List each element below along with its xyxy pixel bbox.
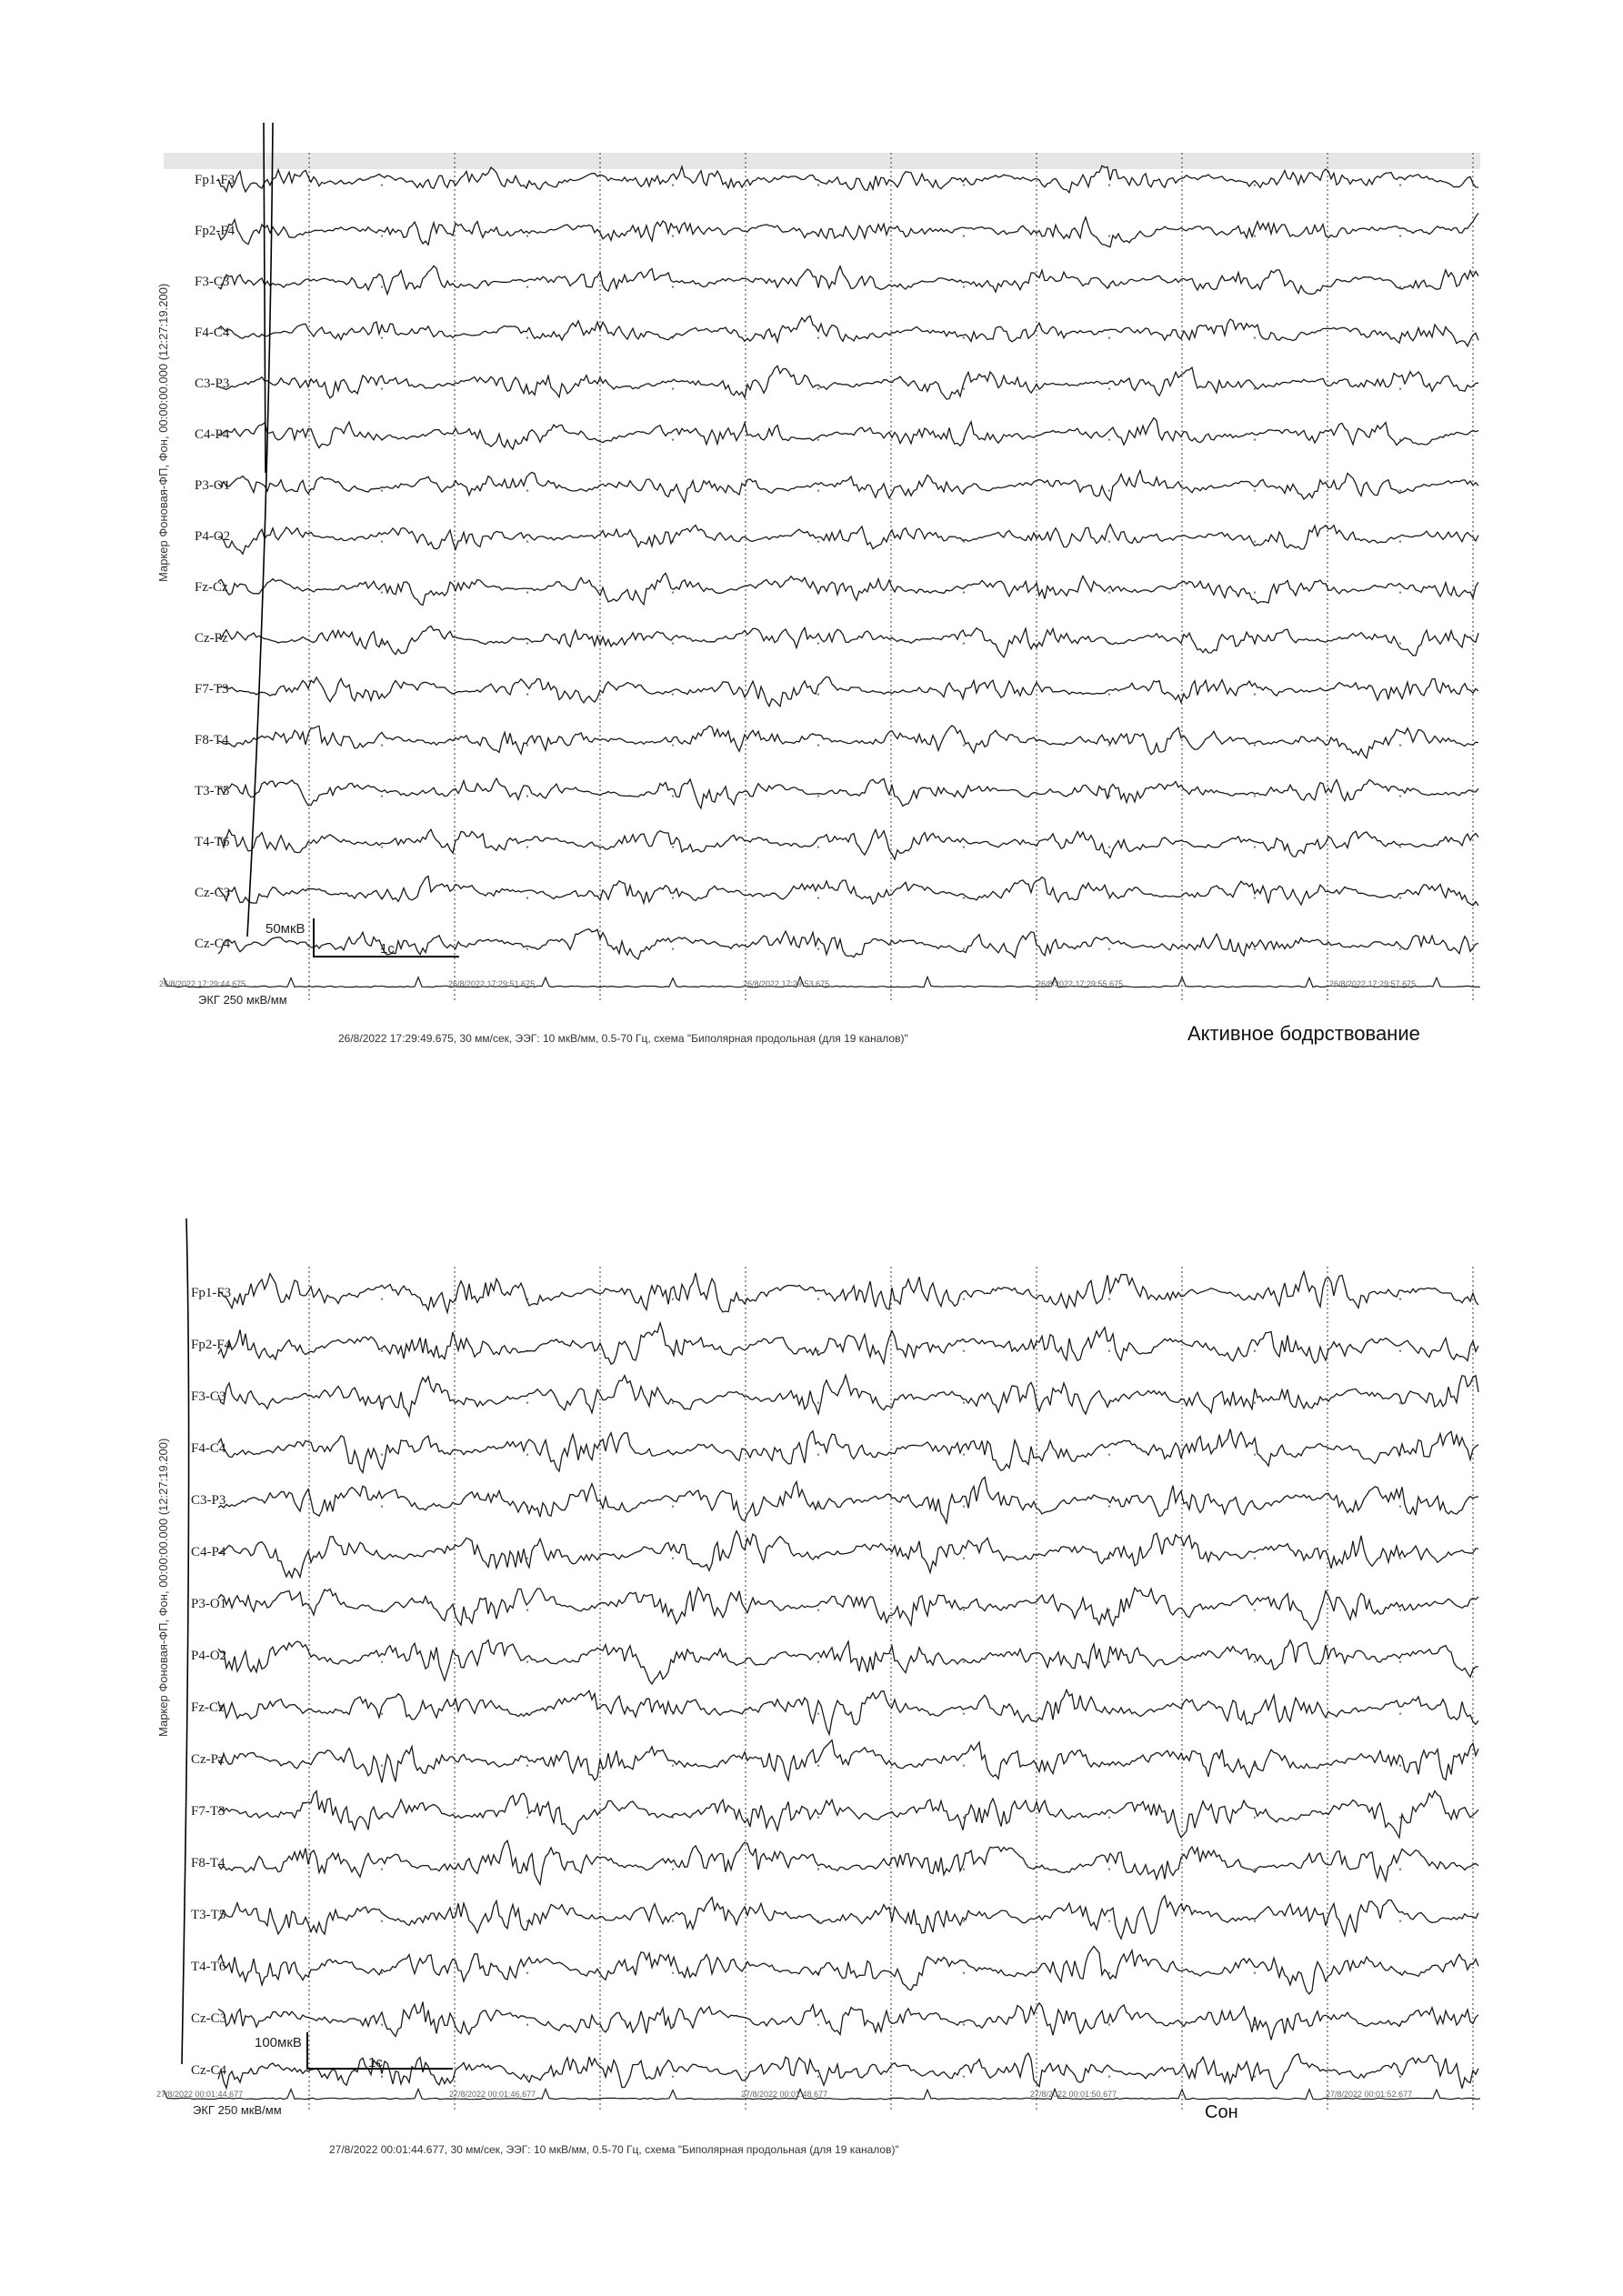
channel-label: P3-O1: [191, 1597, 227, 1611]
grid-dot: [817, 1298, 819, 1300]
channel-label: T3-T5: [195, 784, 230, 798]
grid-dot: [963, 642, 965, 644]
eeg-panel-sleep: [0, 1200, 1623, 2296]
grid-dot: [672, 387, 674, 389]
grid-dot: [526, 897, 528, 898]
grid-dot: [672, 1765, 674, 1767]
grid-dot: [381, 1869, 383, 1870]
channel-label: Cz-Pz: [191, 1752, 225, 1767]
eeg-trace: [218, 829, 1478, 859]
grid-dot: [381, 1920, 383, 1922]
eeg-trace: [218, 1531, 1478, 1578]
grid-dot: [1254, 1609, 1256, 1611]
grid-dot: [1108, 1506, 1110, 1508]
grid-dot: [1254, 947, 1256, 949]
grid-dot: [1399, 1350, 1401, 1352]
grid-dot: [1254, 438, 1256, 440]
grid-dot: [1399, 744, 1401, 746]
eeg-trace: [218, 1375, 1478, 1416]
grid-dot: [963, 235, 965, 236]
eeg-trace: [218, 418, 1478, 450]
grid-dot: [381, 540, 383, 542]
grid-dot: [1108, 1972, 1110, 1974]
eeg-trace: [218, 266, 1478, 294]
eeg-trace: [218, 2002, 1478, 2040]
channel-label: Cz-Pz: [195, 631, 228, 646]
eeg-trace: [218, 2053, 1478, 2089]
grid-dot: [817, 1506, 819, 1508]
grid-dot: [963, 1765, 965, 1767]
grid-dot: [1108, 947, 1110, 949]
grid-dot: [817, 1609, 819, 1611]
grid-dot: [672, 1869, 674, 1870]
timestamp: 27/8/2022 00:01:52.677: [1326, 2090, 1413, 2099]
state-label: Сон: [1205, 2102, 1238, 2122]
grid-dot: [526, 693, 528, 695]
channel-label: C4-P4: [191, 1545, 226, 1559]
timestamp: 26/8/2022 17:29:44.675: [159, 979, 246, 988]
grid-dot: [817, 438, 819, 440]
grid-dot: [1108, 489, 1110, 491]
eeg-trace: [218, 1429, 1478, 1472]
grid-dot: [817, 1765, 819, 1767]
grid-dot: [1108, 1454, 1110, 1456]
grid-dot: [1399, 1765, 1401, 1767]
grid-dot: [1108, 387, 1110, 389]
grid-dot: [1399, 1609, 1401, 1611]
grid-dot: [963, 1558, 965, 1559]
grid-dot: [1108, 235, 1110, 236]
grid-dot: [381, 2076, 383, 2078]
grid-dot: [963, 1713, 965, 1715]
grid-dot: [526, 1558, 528, 1559]
eeg-trace: [218, 1840, 1478, 1884]
grid-dot: [1399, 387, 1401, 389]
channel-label: C3-P3: [195, 376, 230, 391]
grid-dot: [817, 947, 819, 949]
eeg-trace: [218, 1323, 1478, 1365]
grid-dot: [672, 947, 674, 949]
grid-dot: [672, 438, 674, 440]
grid-dot: [817, 387, 819, 389]
grid-dot: [1399, 184, 1401, 185]
grid-dot: [1399, 846, 1401, 847]
eeg-trace: [218, 366, 1478, 399]
grid-dot: [672, 1506, 674, 1508]
eeg-trace: [218, 677, 1478, 707]
timestamp: 26/8/2022 17:29:57.675: [1329, 979, 1417, 988]
grid-dot: [817, 642, 819, 644]
grid-dot: [817, 2076, 819, 2078]
grid-dot: [672, 286, 674, 287]
grid-dot: [963, 1454, 965, 1456]
grid-dot: [1254, 540, 1256, 542]
grid-dot: [1254, 1920, 1256, 1922]
grid-dot: [963, 387, 965, 389]
grid-dot: [1254, 489, 1256, 491]
eeg-trace: [218, 929, 1478, 959]
grid-dot: [526, 2076, 528, 2078]
grid-dot: [963, 1869, 965, 1870]
grid-dot: [526, 336, 528, 338]
grid-dot: [817, 1817, 819, 1819]
grid-dot: [963, 184, 965, 185]
grid-dot: [381, 387, 383, 389]
ecg-label: ЭКГ 250 мкВ/мм: [193, 2103, 282, 2117]
grid-dot: [1254, 1661, 1256, 1663]
channel-label: P4-O2: [191, 1649, 227, 1663]
eeg-trace: [218, 877, 1478, 906]
header-band: [164, 153, 1480, 169]
eeg-trace: [218, 1791, 1478, 1838]
grid-dot: [526, 591, 528, 593]
grid-dot: [672, 1558, 674, 1559]
channel-label: P4-O2: [195, 529, 231, 544]
grid-dot: [1254, 591, 1256, 593]
grid-dot: [1108, 2076, 1110, 2078]
eeg-trace: [218, 165, 1478, 193]
grid-dot: [1254, 1817, 1256, 1819]
channel-label: Cz-C4: [191, 2063, 227, 2078]
channel-label: C3-P3: [191, 1493, 226, 1508]
calibration-time: 1с: [368, 2055, 383, 2070]
channel-label: Cz-C3: [195, 886, 231, 900]
grid-dot: [381, 1454, 383, 1456]
eeg-trace: [218, 1689, 1478, 1734]
grid-dot: [963, 897, 965, 898]
grid-dot: [526, 642, 528, 644]
grid-dot: [817, 1454, 819, 1456]
grid-dot: [526, 540, 528, 542]
calibration-amplitude: 100мкВ: [255, 2035, 302, 2050]
grid-dot: [1399, 642, 1401, 644]
grid-dot: [963, 591, 965, 593]
grid-dot: [1399, 1506, 1401, 1508]
timestamp: 27/8/2022 00:01:44.677: [156, 2090, 244, 2099]
grid-dot: [381, 1506, 383, 1508]
grid-dot: [526, 1765, 528, 1767]
grid-dot: [817, 846, 819, 847]
eeg-trace: [218, 1588, 1478, 1629]
grid-dot: [963, 1298, 965, 1300]
channel-label: Fz-Cz: [191, 1700, 225, 1715]
channel-label: F3-C3: [195, 275, 230, 289]
grid-dot: [672, 2076, 674, 2078]
timestamp: 27/8/2022 00:01:48.677: [741, 2090, 828, 2099]
grid-dot: [963, 846, 965, 847]
grid-dot: [1254, 744, 1256, 746]
grid-dot: [672, 744, 674, 746]
grid-dot: [1399, 2076, 1401, 2078]
grid-dot: [1399, 947, 1401, 949]
calibration-time: 1с: [380, 941, 395, 957]
grid-dot: [526, 1609, 528, 1611]
grid-dot: [526, 1817, 528, 1819]
grid-dot: [1254, 1350, 1256, 1352]
grid-dot: [526, 795, 528, 797]
grid-dot: [1399, 1558, 1401, 1559]
channel-label: F8-T4: [191, 1856, 225, 1870]
grid-dot: [526, 744, 528, 746]
grid-dot: [1108, 1920, 1110, 1922]
grid-dot: [381, 1350, 383, 1352]
grid-dot: [381, 1765, 383, 1767]
grid-dot: [817, 1713, 819, 1715]
channel-label: Cz-C4: [195, 937, 231, 951]
grid-dot: [672, 795, 674, 797]
grid-dot: [1399, 489, 1401, 491]
grid-dot: [672, 1298, 674, 1300]
grid-dot: [381, 235, 383, 236]
grid-dot: [1108, 591, 1110, 593]
grid-dot: [817, 336, 819, 338]
state-label: Активное бодрствование: [1187, 1022, 1420, 1045]
channel-label: T4-T6: [191, 1960, 226, 1974]
grid-dot: [1399, 1869, 1401, 1870]
grid-dot: [1399, 897, 1401, 898]
channel-label: P3-O1: [195, 478, 231, 493]
recording-parameters: 26/8/2022 17:29:49.675, 30 мм/сек, ЭЭГ: 10 мкВ/мм, 0.5-70 Гц, схема "Биполярная продольная (для 19 каналов)": [338, 1032, 908, 1045]
eeg-trace: [218, 1740, 1478, 1783]
grid-dot: [1254, 235, 1256, 236]
channel-label: Fz-Cz: [195, 580, 228, 595]
grid-dot: [381, 1298, 383, 1300]
grid-dot: [1254, 336, 1256, 338]
grid-dot: [817, 1869, 819, 1870]
eeg-trace: [218, 471, 1478, 503]
grid-dot: [1254, 184, 1256, 185]
grid-dot: [526, 286, 528, 287]
eeg-trace: [218, 1640, 1478, 1684]
grid-dot: [381, 2024, 383, 2026]
grid-dot: [672, 235, 674, 236]
grid-dot: [1399, 1920, 1401, 1922]
grid-dot: [817, 2024, 819, 2026]
grid-dot: [963, 2076, 965, 2078]
grid-dot: [963, 1661, 965, 1663]
grid-dot: [526, 2024, 528, 2026]
grid-dot: [963, 286, 965, 287]
grid-dot: [672, 184, 674, 185]
grid-dot: [1254, 1454, 1256, 1456]
grid-dot: [381, 1713, 383, 1715]
grid-dot: [1254, 1402, 1256, 1404]
channel-label: Fp2-F4: [191, 1338, 232, 1352]
grid-dot: [672, 642, 674, 644]
grid-dot: [1254, 387, 1256, 389]
grid-dot: [963, 1972, 965, 1974]
eeg-traces-sleep: [0, 1200, 1623, 2296]
artifact-lines: [247, 123, 273, 937]
channel-label: F4-C4: [195, 326, 230, 340]
grid-dot: [963, 744, 965, 746]
channel-label: Fp2-F4: [195, 224, 235, 238]
grid-dot: [381, 184, 383, 185]
grid-dot: [526, 489, 528, 491]
grid-dot: [817, 184, 819, 185]
eeg-trace: [218, 1272, 1478, 1313]
grid-dot: [1399, 1713, 1401, 1715]
grid-dot: [1108, 693, 1110, 695]
channel-label: C4-P4: [195, 427, 230, 442]
grid-dot: [381, 744, 383, 746]
grid-dot: [1254, 2076, 1256, 2078]
grid-dot: [963, 1506, 965, 1508]
channel-label: Cz-C3: [191, 2011, 227, 2026]
grid-dot: [672, 693, 674, 695]
grid-dot: [817, 540, 819, 542]
timestamp: 27/8/2022 00:01:50.677: [1030, 2090, 1117, 2099]
grid-dot: [381, 336, 383, 338]
grid-dot: [672, 897, 674, 898]
grid-dot: [526, 235, 528, 236]
grid-dot: [817, 795, 819, 797]
eeg-traces-awake: [0, 0, 1623, 1146]
grid-dot: [526, 947, 528, 949]
grid-dot: [817, 1661, 819, 1663]
eeg-panel-awake: [0, 0, 1623, 1146]
recording-parameters: 27/8/2022 00:01:44.677, 30 мм/сек, ЭЭГ: 10 мкВ/мм, 0.5-70 Гц, схема "Биполярная продольная (для 19 каналов)": [329, 2143, 899, 2156]
grid-dot: [1399, 1298, 1401, 1300]
grid-dot: [526, 1402, 528, 1404]
channel-label: F7-T3: [195, 682, 229, 697]
grid-dot: [672, 1920, 674, 1922]
grid-dot: [1108, 540, 1110, 542]
grid-dot: [1108, 438, 1110, 440]
eeg-trace: [218, 726, 1478, 758]
grid-dot: [1108, 184, 1110, 185]
eeg-trace: [218, 778, 1478, 808]
grid-dot: [1108, 336, 1110, 338]
grid-dot: [381, 286, 383, 287]
grid-dot: [1399, 795, 1401, 797]
grid-dot: [1108, 846, 1110, 847]
record-marker: Маркер Фоновая-ФП, Фон, 00:00:00.000 (12:27:19.200): [156, 1438, 170, 1737]
grid-dot: [672, 591, 674, 593]
grid-dot: [817, 744, 819, 746]
timestamp: 26/8/2022 17:29:55.675: [1037, 979, 1124, 988]
timestamp: 26/8/2022 17:29:53.675: [743, 979, 830, 988]
grid-dot: [1399, 1817, 1401, 1819]
grid-dot: [1108, 1350, 1110, 1352]
grid-dot: [672, 1972, 674, 1974]
grid-dot: [381, 489, 383, 491]
grid-dot: [817, 693, 819, 695]
grid-dot: [381, 591, 383, 593]
grid-dot: [1254, 693, 1256, 695]
channel-label: F7-T3: [191, 1804, 225, 1819]
grid-dot: [1108, 1817, 1110, 1819]
ecg-label: ЭКГ 250 мкВ/мм: [198, 993, 287, 1007]
record-marker: Маркер Фоновая-ФП, Фон, 00:00:00.000 (12:27:19.200): [156, 283, 170, 582]
grid-dot: [1254, 795, 1256, 797]
grid-dot: [1399, 1661, 1401, 1663]
grid-dot: [381, 1661, 383, 1663]
grid-dot: [817, 897, 819, 898]
grid-dot: [381, 846, 383, 847]
grid-dot: [963, 336, 965, 338]
grid-dot: [526, 1972, 528, 1974]
eeg-trace: [218, 627, 1478, 657]
channel-label: Fp1-F3: [195, 173, 235, 187]
channel-label: T4-T6: [195, 835, 230, 849]
channel-label: F3-C3: [191, 1389, 226, 1404]
grid-dot: [672, 846, 674, 847]
grid-dot: [963, 947, 965, 949]
grid-dot: [381, 795, 383, 797]
grid-dot: [1399, 540, 1401, 542]
calibration-amplitude: 50мкВ: [265, 921, 306, 937]
grid-dot: [526, 1454, 528, 1456]
eeg-trace: [218, 1478, 1478, 1524]
channel-label: Fp1-F3: [191, 1286, 232, 1300]
grid-dot: [963, 1402, 965, 1404]
grid-dot: [1399, 235, 1401, 236]
eeg-trace: [218, 573, 1478, 605]
grid-dot: [963, 1350, 965, 1352]
timestamp: 26/8/2022 17:29:51.675: [448, 979, 536, 988]
grid-dot: [526, 846, 528, 847]
grid-dot: [1108, 1298, 1110, 1300]
channel-label: T3-T5: [191, 1908, 226, 1922]
grid-dot: [1108, 1661, 1110, 1663]
timestamp: 27/8/2022 00:01:46.677: [449, 2090, 536, 2099]
grid-dot: [526, 1661, 528, 1663]
channel-label: F8-T4: [195, 733, 229, 747]
eeg-trace: [218, 213, 1478, 246]
grid-dot: [1254, 846, 1256, 847]
eeg-trace: [218, 525, 1478, 555]
grid-dot: [1254, 897, 1256, 898]
grid-dot: [963, 1609, 965, 1611]
grid-dot: [963, 1920, 965, 1922]
channel-label: F4-C4: [191, 1441, 226, 1456]
eeg-trace: [218, 1896, 1478, 1939]
grid-dot: [1399, 591, 1401, 593]
grid-dot: [1108, 1869, 1110, 1870]
grid-dot: [817, 489, 819, 491]
grid-dot: [817, 1402, 819, 1404]
grid-dot: [1108, 2024, 1110, 2026]
grid-dot: [1254, 1972, 1256, 1974]
eeg-trace: [218, 1946, 1478, 1994]
eeg-trace: [218, 316, 1478, 346]
grid-dot: [963, 2024, 965, 2026]
artifact-lines: [182, 1218, 189, 2064]
grid-dot: [1254, 1558, 1256, 1559]
